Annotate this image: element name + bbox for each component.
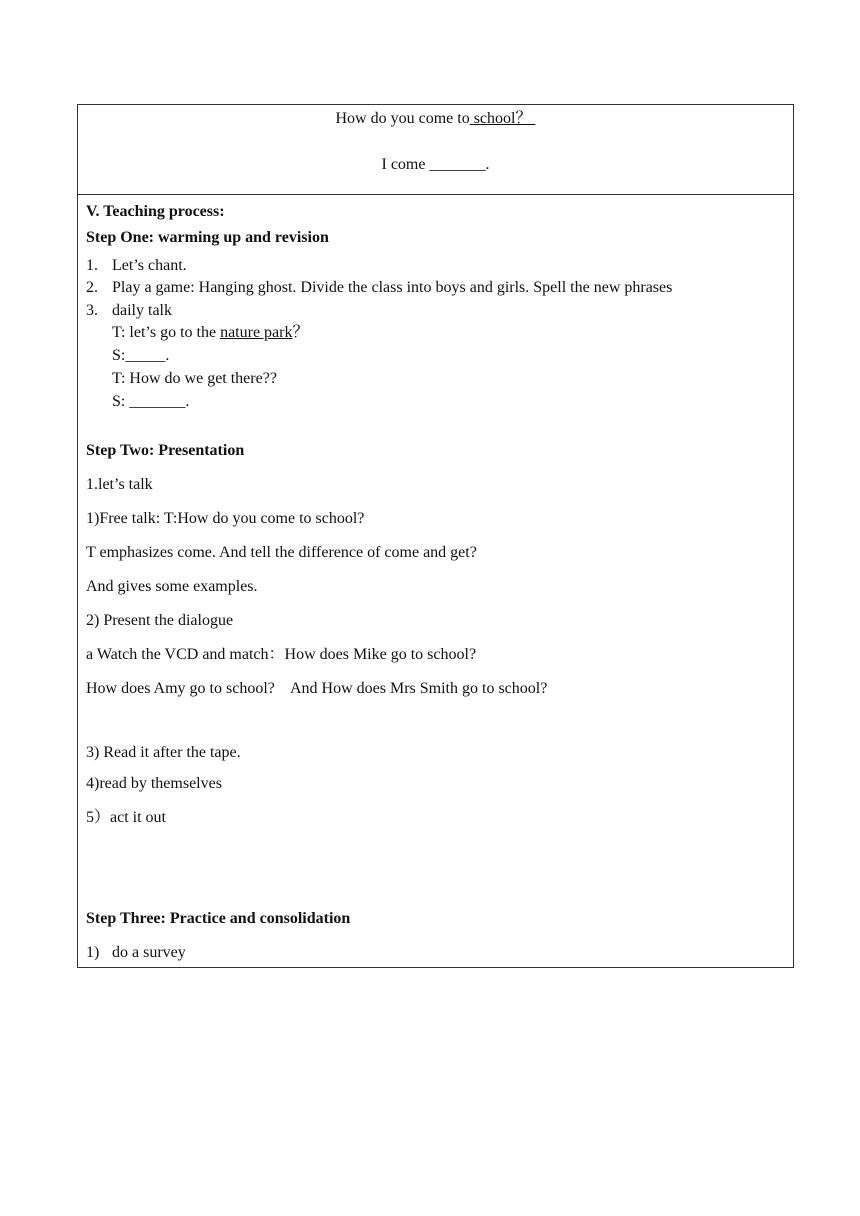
step-one-heading: Step One: warming up and revision [86,229,329,246]
content-line: 1)Free talk: T:How do you come to school? [86,510,365,527]
content-line: 5）act it out [86,809,166,826]
target-question: How do you come to school？ [335,110,532,127]
target-sentence-row [78,105,793,195]
dialogue-line: S: _______. [112,393,190,410]
content-line: How does Amy go to school? And How does Mrs Smith go to school? [86,680,548,697]
content-line: 4)read by themselves [86,775,222,792]
content-line: 3) Read it after the tape. [86,744,241,761]
step-two-heading: Step Two: Presentation [86,442,245,459]
lesson-table: How do you come to school？ I come _______. V. Teaching process: Step One: warming up and revision 1. Let’s chant. 2. Play a game: Hanging ghost. Divide the class into boys and girls. Spell the new phrases 3. daily talk T: let’s go to the nature park？ S:_____. T: How do we get there?? S: _______. Step Two: Presentation 1.let’s talk 1)Free talk: T:How do you come to school? T emphasizes come. And tell the difference of come and get? And gives some examples. 2) Present the dialogue a Watch the VCD and match：How does Mike go to school? How does Amy go to school? And How does Mrs Smith go to school? 3) Read it after the tape. 4)read by themselves 5）act it out Step Three: Practice and consolidation 1) do a survey [77,104,794,968]
content-line: 1.let’s talk [86,476,153,493]
target-answer: I come _______. [381,156,490,173]
section-title: V. Teaching process: [86,203,225,220]
step-three-heading: Step Three: Practice and consolidation [86,910,351,927]
content-line: T emphasizes come. And tell the difference of come and get? [86,544,477,561]
content-line: 2) Present the dialogue [86,612,234,629]
dialogue-line: S:_____. [112,347,170,364]
dialogue-line: T: How do we get there?? [112,370,277,387]
dialogue-line: T: let’s go to the nature park？ [112,324,309,341]
content-line: a Watch the VCD and match：How does Mike go to school? [86,646,477,663]
content-line: And gives some examples. [86,578,258,595]
